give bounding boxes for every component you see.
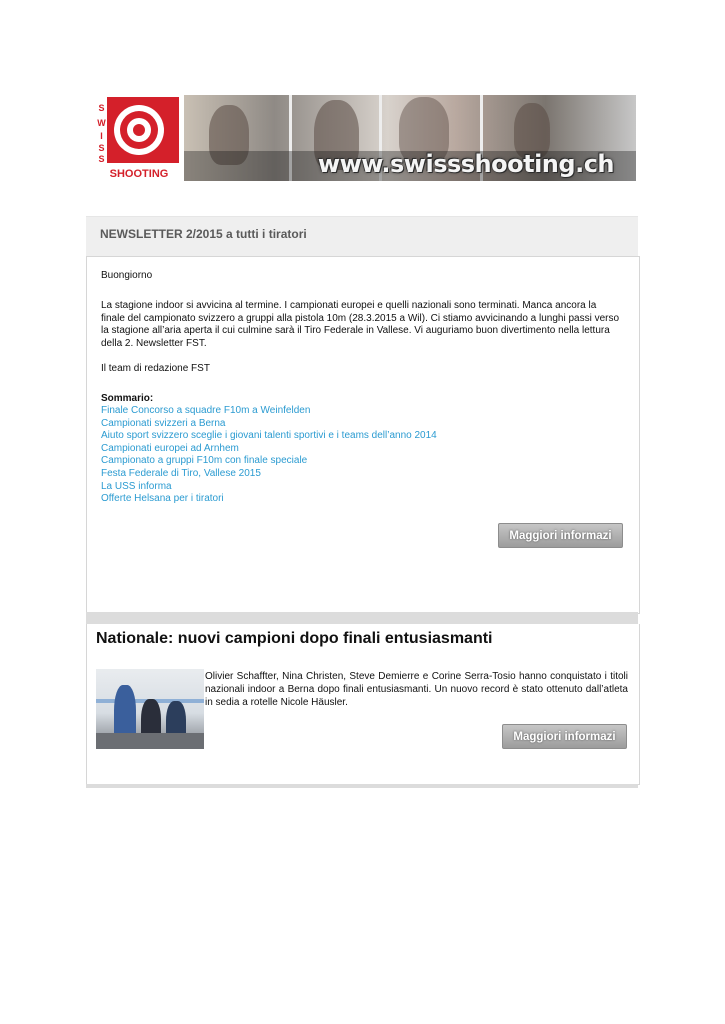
svg-text:S: S <box>98 143 105 153</box>
svg-text:SHOOTING: SHOOTING <box>109 168 169 180</box>
summary-link-helsana[interactable]: Offerte Helsana per i tiratori <box>101 493 224 505</box>
section-separator <box>86 612 638 624</box>
article-more-info-button[interactable]: Maggiori informazi <box>502 724 627 749</box>
summary-link-arnhem[interactable]: Campionati europei ad Arnhem <box>101 442 239 454</box>
summary-link-campionato-gruppi[interactable]: Campionato a gruppi F10m con finale speciale <box>101 455 308 467</box>
summary-link-festa-federale[interactable]: Festa Federale di Tiro, Vallese 2015 <box>101 467 261 479</box>
summary-link-aiuto-sport[interactable]: Aiuto sport svizzero sceglie i giovani talenti sportivi e i teams dell’anno 2014 <box>101 430 437 442</box>
summary-list <box>101 405 621 506</box>
podium-photo <box>96 669 204 749</box>
svg-text:S: S <box>98 154 105 164</box>
svg-text:W: W <box>97 118 106 128</box>
article-title: Nationale: nuovi campioni dopo finali entusiasmanti <box>96 630 493 647</box>
swiss-shooting-logo <box>95 95 181 181</box>
summary-link-berna[interactable]: Campionati svizzeri a Berna <box>101 417 226 429</box>
summary-link-uss[interactable]: La USS informa <box>101 480 172 492</box>
newsletter-header <box>86 216 638 257</box>
newsletter-more-info-button[interactable]: Maggiori informazi <box>498 523 623 548</box>
shooters-banner-photo <box>184 95 636 181</box>
signature-text: Il team di redazione FST <box>101 363 210 374</box>
svg-text:S: S <box>98 103 105 113</box>
newsletter-title: NEWSLETTER 2/2015 a tutti i tiratori <box>100 227 307 241</box>
svg-text:I: I <box>100 131 103 141</box>
intro-paragraph: La stagione indoor si avvicina al termine. I campionati europei e quelli nazionali sono terminati. Manca ancora la finale del campionato svizzero a gruppi alla pistola 10m (28.3.2015 a Wil). Ci stiamo avvicinando a lunghi passi verso la stagione all’aria aperta il cui culmine sarà il Tiro Federale in Vallese. Vi auguriamo buon divertimento nella lettura della 2. Newsletter FST. <box>101 300 620 349</box>
bottom-separator <box>86 784 638 788</box>
greeting-text: Buongiorno <box>101 270 153 281</box>
summary-link-weinfelden[interactable]: Finale Concorso a squadre F10m a Weinfelden <box>101 405 311 416</box>
banner-website-text: www.swissshooting.ch <box>317 150 614 178</box>
summary-heading: Sommario: <box>101 393 154 404</box>
article-body: Olivier Schaffter, Nina Christen, Steve Demierre e Corine Serra-Tosio hanno conquistato i titoli nazionali indoor a Berna dopo finali entusiasmanti. Un nuovo record è stato ottenuto dall’atleta in sedia a rotelle Nicole Häusler. <box>205 671 628 708</box>
header-banner[interactable] <box>95 95 636 181</box>
